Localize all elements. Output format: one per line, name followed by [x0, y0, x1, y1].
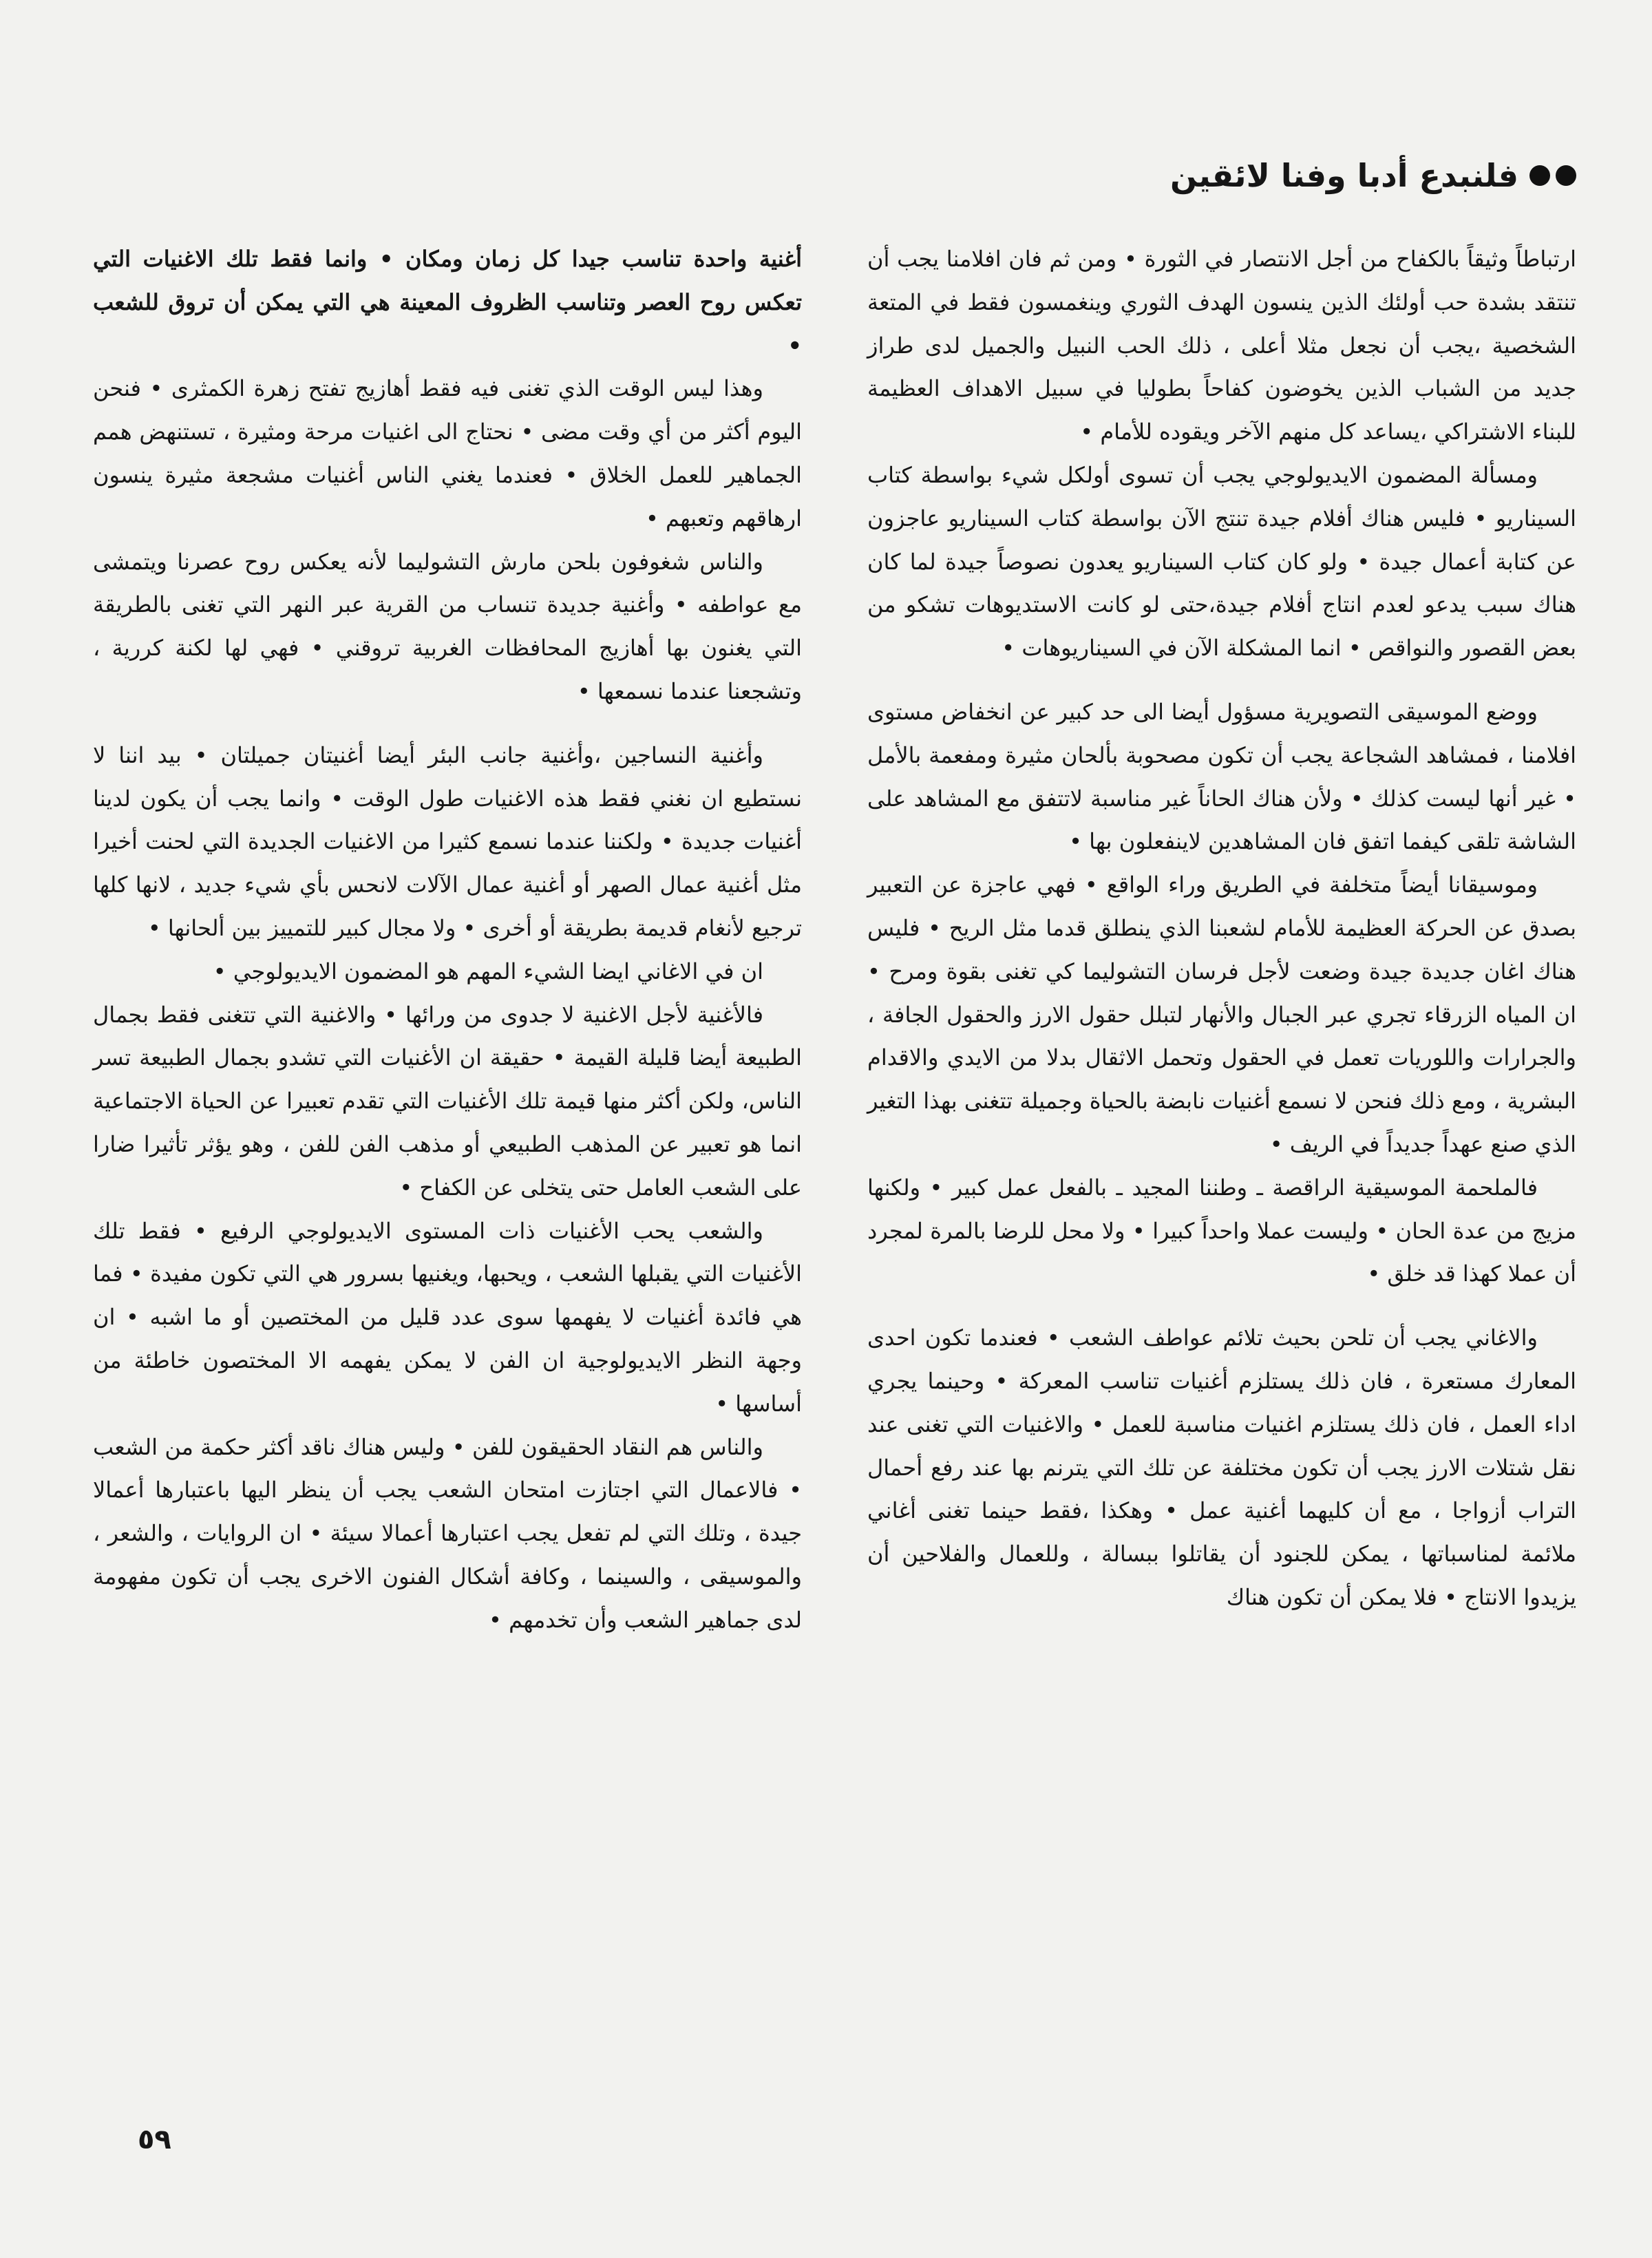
- bullet-dot-icon: [1529, 165, 1550, 186]
- paragraph: والناس شغوفون بلحن مارش التشوليما لأنه يعكس روح عصرنا ويتمشى مع عواطفه • وأغنية جديدة تنساب من القرية عبر النهر التي تغنى بالطريقة التي يغنون بها أهازيج المحافظات الغربية تروقني • فهي لها لكنة كررية ، وتشجعنا عندما نسمعها •: [93, 548, 802, 704]
- paragraph: فالملحمة الموسيقية الراقصة ـ وطننا المجيد ـ بالفعل عمل كبير • ولكنها مزيج من عدة الحان • وليست عملا واحداً كبيرا • ولا محل للرضا بالمرة لمجرد أن عملا كهذا قد خلق •: [867, 1174, 1576, 1287]
- paragraph: وموسيقانا أيضاً متخلفة في الطريق وراء الواقع • فهي عاجزة عن التعبير بصدق عن الحركة العظيمة للأمام لشعبنا الذي ينطلق قدما مثل الريح • فليس هناك اغان جديدة جيدة وضعت لأجل فرسان التشوليما كي تغنى بقوة ومرح • ان المياه الزرقاء تجري عبر الجبال والأنهار لتبلل حقول الارز والحقول الجافة ، والجرارات واللوريات تعمل في الحقول وتحمل الاثقال بدلا من الايدي والاقدام البشرية ، ومع ذلك فنحن لا نسمع أغنيات نابضة بالحياة وجميلة تتغنى بهذا التغير الذي صنع عهداً جديداً في الريف •: [867, 872, 1576, 1157]
- paragraph: فالأغنية لأجل الاغنية لا جدوى من ورائها • والاغنية التي تتغنى فقط بجمال الطبيعة أيضا قليلة القيمة • حقيقة ان الأغنيات التي تشدو بجمال الطبيعة تسر الناس، ولكن أكثر منها قيمة تلك الأغنيات التي تقدم تعبيرا عن الحياة الاجتماعية انما هو تعبير عن المذهب الطبيعي أو مذهب الفن للفن ، وهو يؤثر تأثيرا ضارا على الشعب العامل حتى يتخلى عن الكفاح •: [93, 1001, 802, 1201]
- paragraph: ووضع الموسيقى التصويرية مسؤول أيضا الى حد كبير عن انخفاض مستوى افلامنا ، فمشاهد الشجاعة يجب أن تكون مصحوبة بألحان مثيرة ومفعمة بالأمل • غير أنها ليست كذلك • ولأن هناك الحاناً غير مناسبة لاتتفق مع المشاهد على الشاشة تلقى كيفما اتفق فان المشاهدين لاينفعلون بها •: [867, 698, 1577, 855]
- paragraph: والاغاني يجب أن تلحن بحيث تلائم عواطف الشعب • فعندما تكون احدى المعارك مستعرة ، فان ذلك يستلزم أغنيات تناسب المعركة • وحينما يجري اداء العمل ، فان ذلك يستلزم اغنيات مناسبة للعمل • والاغنيات التي تغنى عند نقل شتلات الارز يجب أن تكون مختلفة عن تلك التي يترنم بها عند رفع أحمال التراب أزواجا ، مع أن كليهما أغنية عمل • وهكذا ،فقط حينما تغنى أغاني ملائمة لمناسباتها ، يمكن للجنود أن يقاتلوا ببسالة ، وللعمال والفلاحين أن يزيدوا الانتاج • فلا يمكن أن تكون هناك: [867, 1325, 1577, 1610]
- article-header: [1170, 157, 1576, 194]
- left-column: [93, 238, 802, 1642]
- paragraph: ومسألة المضمون الايديولوجي يجب أن تسوى أولكل شيء بواسطة كتاب السيناريو • فليس هناك أفلام جيدة تنتج الآن بواسطة كتاب السيناريو عاجزون عن كتابة أعمال جيدة • ولو كان كتاب السيناريو يعدون نصوصاً جيدة لما كان هناك سبب يدعو لعدم انتاج أفلام جيدة،حتى لو كانت الاستديوهات تشكو من بعض القصور والنواقص • انما المشكلة الآن في السيناريوهات •: [867, 461, 1576, 662]
- bullet-dot-icon: [1556, 165, 1576, 186]
- article-title: فلنبدع أدبا وفنا لائقين: [1170, 157, 1518, 194]
- bullet-dots-icon: [1529, 165, 1576, 186]
- paragraph: ارتباطاً وثيقاً بالكفاح من أجل الانتصار في الثورة • ومن ثم فان افلامنا يجب أن تنتقد بشدة حب أولئك الذين ينسون الهدف الثوري وينغمسون فقط في المتعة الشخصية ،يجب أن نجعل مثلا أعلى ، ذلك الحب النبيل والجميل لدى طراز جديد من الشباب الذين يخوضون كفاحاً بطوليا في سبيل الاهداف العظيمة للبناء الاشتراكي ،يساعد كل منهم الآخر ويقوده للأمام •: [867, 246, 1577, 445]
- paragraph: ان في الاغاني ايضا الشيء المهم هو المضمون الايديولوجي •: [213, 958, 763, 984]
- paragraph: والناس هم النقاد الحقيقون للفن • وليس هناك ناقد أكثر حكمة من الشعب • فالاعمال التي اجتازت امتحان الشعب يجب أن ينظر اليها باعتبارها أعمالا جيدة ، وتلك التي لم تفعل يجب اعتبارها أعمالا سيئة • ان الروايات ، والشعر ، والموسيقى ، والسينما ، وكافة أشكال الفنون الاخرى يجب أن تكون مفهومة لدى جماهير الشعب وأن تخدمهم •: [93, 1433, 803, 1633]
- paragraph: وهذا ليس الوقت الذي تغنى فيه فقط أهازيج تفتح زهرة الكمثرى • فنحن اليوم أكثر من أي وقت مضى • نحتاج الى اغنيات مرحة ومثيرة ، تستنهض همم الجماهير للعمل الخلاق • فعندما يغني الناس أغنيات مشجعة مثيرة ينسون ارهاقهم وتعبهم •: [93, 375, 802, 531]
- paragraph: أغنية واحدة تناسب جيدا كل زمان ومكان • وانما فقط تلك الاغنيات التي تعكس روح العصر وتناسب الظروف المعينة هي التي يمكن أن تروق للشعب •: [93, 246, 802, 359]
- right-column: [867, 238, 1576, 1619]
- paragraph: وأغنية النساجين ،وأغنية جانب البئر أيضا أغنيتان جميلتان • بيد اننا لا نستطيع ان نغني فقط هذه الاغنيات طول الوقت • وانما يجب أن يكون لدينا أغنيات جديدة • ولكننا عندما نسمع كثيرا من الاغنيات الجديدة التي لحنت أخيرا مثل أغنية عمال الصهر أو أغنية عمال الآلات لانحس بأي شيء جديد ، لانها كلها ترجيع لأنغام قديمة بطريقة أو أخرى • ولا مجال كبير للتمييز بين ألحانها •: [93, 741, 803, 941]
- page-number: ٥٩: [138, 2124, 171, 2155]
- paragraph: والشعب يحب الأغنيات ذات المستوى الايديولوجي الرفيع • فقط تلك الأغنيات التي يقبلها الشعب ، ويحبها، ويغنيها بسرور هي التي تكون مفيدة • فما هي فائدة أغنيات لا يفهمها سوى عدد قليل من المختصين أو ما اشبه • ان وجهة النظر الايديولوجية ان الفن لا يمكن يفهمه الا المختصون خاطئة من أساسها •: [93, 1217, 803, 1417]
